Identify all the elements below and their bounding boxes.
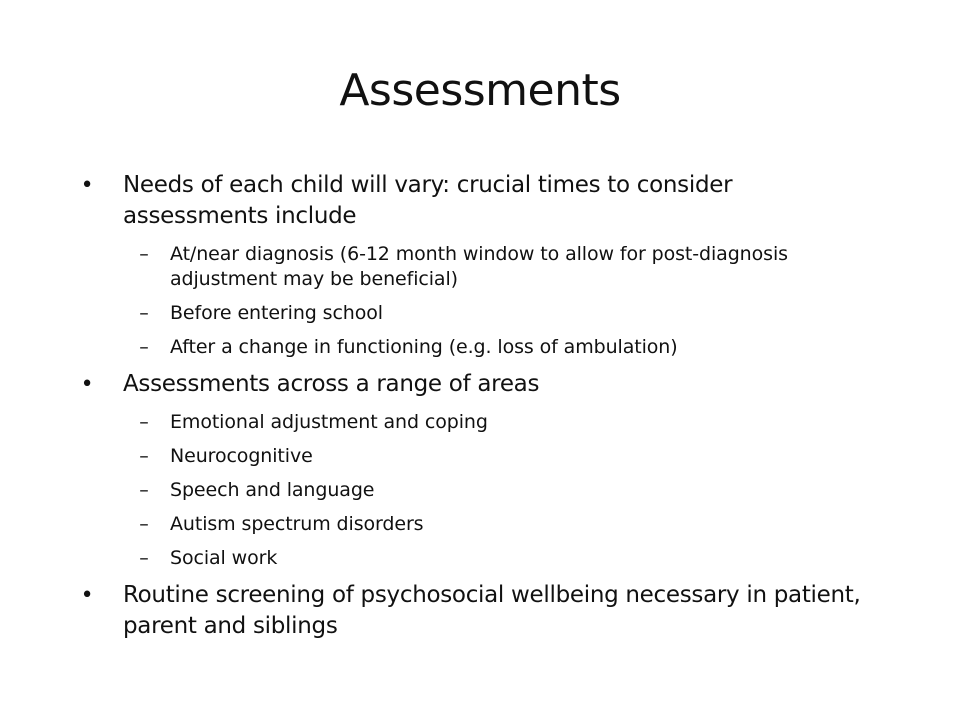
bullet-list <box>80 170 882 651</box>
slide-title: Assessments <box>339 65 621 116</box>
sub-item <box>123 301 882 326</box>
bullet-item <box>80 580 882 642</box>
sub-item <box>123 335 882 360</box>
dash-icon: – <box>139 479 149 501</box>
bullet-text: Needs of each child will vary: crucial times to consider assessments include <box>123 172 733 229</box>
dash-icon: – <box>139 411 149 433</box>
sub-list <box>123 410 882 571</box>
sub-item-text: Before entering school <box>170 302 383 324</box>
sub-item <box>123 546 882 571</box>
sub-item-text: After a change in functioning (e.g. loss of ambulation) <box>170 336 678 358</box>
dash-icon: – <box>139 336 149 358</box>
sub-item-text: Neurocognitive <box>170 445 313 467</box>
sub-item <box>123 242 882 292</box>
sub-list <box>123 242 882 360</box>
sub-item <box>123 410 882 435</box>
bullet-item <box>80 170 882 360</box>
dash-icon: – <box>139 243 149 265</box>
bullet-icon: • <box>80 173 94 198</box>
bullet-text: Assessments across a range of areas <box>123 371 540 397</box>
dash-icon: – <box>139 547 149 569</box>
dash-icon: – <box>139 445 149 467</box>
bullet-text: Routine screening of psychosocial wellbeing necessary in patient, parent and siblings <box>123 582 861 639</box>
sub-item-text: Autism spectrum disorders <box>170 513 424 535</box>
sub-item-text: At/near diagnosis (6-12 month window to allow for post-diagnosis adjustment may be beneficial) <box>170 243 788 290</box>
sub-item-text: Emotional adjustment and coping <box>170 411 488 433</box>
sub-item <box>123 512 882 537</box>
bullet-item <box>80 369 882 571</box>
sub-item-text: Speech and language <box>170 479 375 501</box>
dash-icon: – <box>139 302 149 324</box>
sub-item <box>123 478 882 503</box>
sub-item-text: Social work <box>170 547 278 569</box>
sub-item <box>123 444 882 469</box>
bullet-icon: • <box>80 372 94 397</box>
bullet-icon: • <box>80 583 94 608</box>
dash-icon: – <box>139 513 149 535</box>
